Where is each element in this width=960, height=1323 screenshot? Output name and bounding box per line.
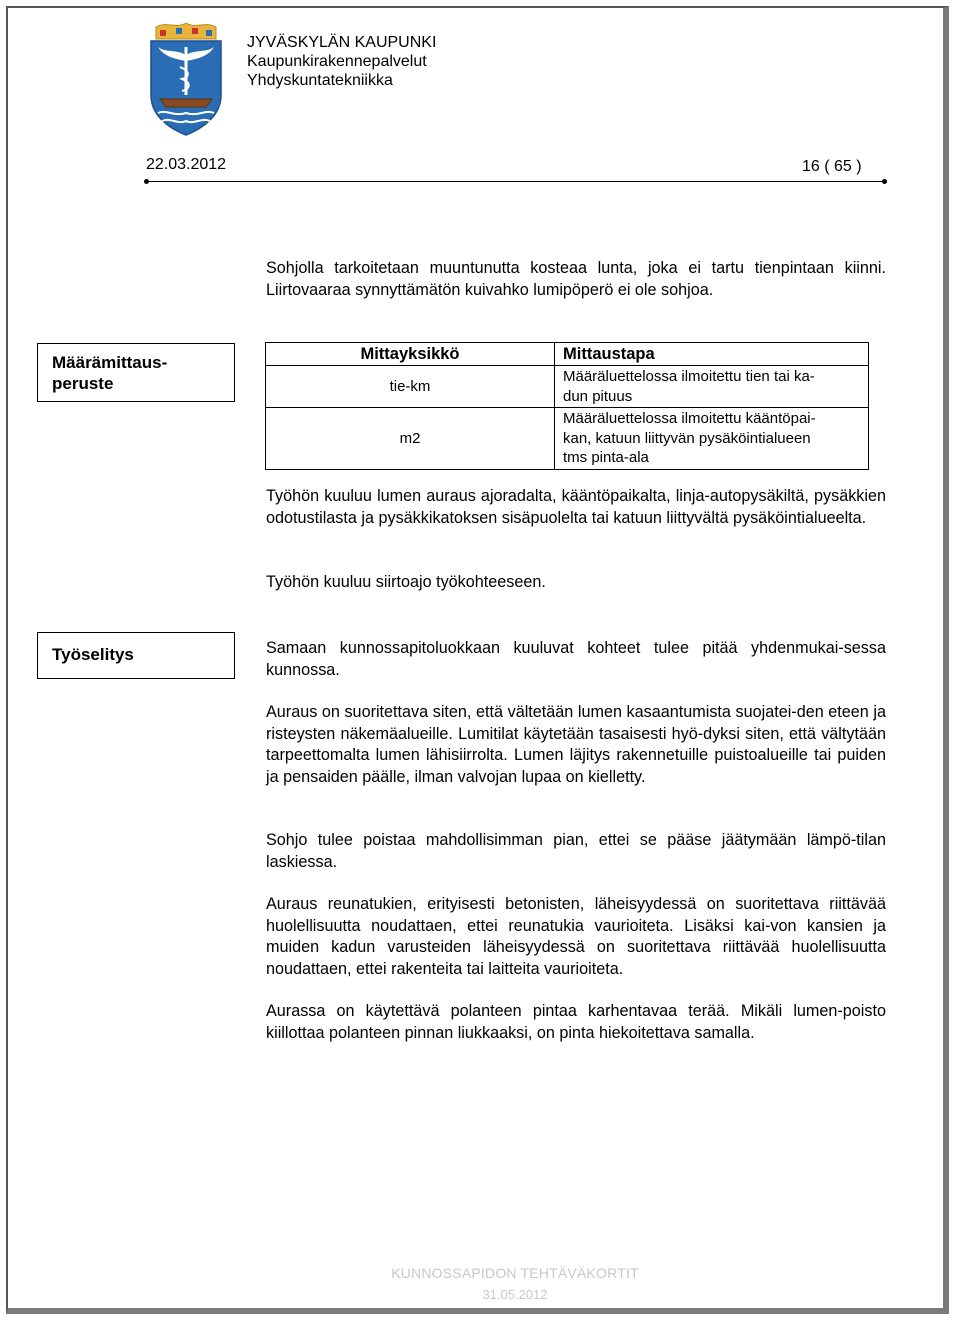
description-paragraph: Auraus on suoritettava siten, että vältetään lumen kasaantumista suojatei-den eteen ja risteysten näkemäalueille. Lumitilat käytetään tasaisesti hyö-dyksi siten, että vältytään tarpeettomalta lumen lähisiirrolta. Lumen läjitys rakennetuille puistoalueille tai puiden ja pensaiden päälle, ilman valvojan lupaa on kielletty. xyxy=(266,703,886,786)
header-date: 22.03.2012 xyxy=(146,156,227,173)
unit-cell: tie-km xyxy=(266,366,555,408)
scope-paragraph: Työhön kuuluu lumen auraus ajoradalta, kääntöpaikalta, linja-autopysäkiltä, pysäkkien odotustilasta ja pysäkkikatoksen sisäpuolelta tai katuun liittyvältä pysäköintialueelta. xyxy=(266,487,886,527)
method-line: tms pinta-ala xyxy=(563,449,649,466)
method-cell xyxy=(555,366,869,408)
table-row xyxy=(266,366,869,408)
work-description-label: Työselitys xyxy=(37,632,235,679)
method-cell xyxy=(555,408,869,470)
method-line: Määräluettelossa ilmoitettu tien tai ka- xyxy=(563,368,815,385)
org-name: JYVÄSKYLÄN KAUPUNKI xyxy=(247,34,437,51)
unit-cell: m2 xyxy=(266,408,555,470)
table-row xyxy=(266,408,869,470)
footer-title: KUNNOSSAPIDON TEHTÄVÄKORTIT xyxy=(391,1265,639,1281)
measurement-table xyxy=(265,342,869,470)
rule-end-left xyxy=(144,179,149,184)
measure-basis-label xyxy=(37,343,235,402)
measure-label-line1: Määrämittaus- xyxy=(52,353,168,372)
method-line: kan, katuun liittyvän pysäköintialueen xyxy=(563,429,811,447)
description-paragraph: Samaan kunnossapitoluokkaan kuuluvat kohteet tulee pitää yhdenmukai-sessa kunnossa. xyxy=(266,639,886,679)
method-line: Määräluettelossa ilmoitettu kääntöpai- xyxy=(563,410,816,427)
description-paragraph: Auraus reunatukien, erityisesti betonisten, läheisyydessä on suoritettava riittävää huolellisuutta noudattaen, ettei reunatukia vaurioiteta. Lisäksi kai-von kansien ja muiden kadun varusteiden läheisyydessä on suoritettava riittävää huolellisuutta noudattaen, ettei rakenteita tai laitteita vaurioiteta. xyxy=(266,895,886,978)
rule-end-right xyxy=(882,179,887,184)
table-header-row xyxy=(266,343,869,366)
measure-label-line2: peruste xyxy=(52,374,114,393)
description-paragraph: Aurassa on käytettävä polanteen pintaa karhentavaa terää. Mikäli lumen-poisto kiillottaa polanteen pinnan liukkaaksi, on pinta hiekoitettava samalla. xyxy=(266,1002,886,1042)
description-paragraph: Sohjo tulee poistaa mahdollisimman pian, ettei se pääse jäätymään lämpö-tilan laskiessa. xyxy=(266,831,886,871)
page-number: 16 ( 65 ) xyxy=(802,158,862,175)
footer-date: 31.05.2012 xyxy=(482,1287,548,1302)
city-coat-of-arms-logo xyxy=(146,17,226,137)
org-division: Kaupunkirakennepalvelut xyxy=(247,53,427,70)
org-unit: Yhdyskuntatekniikka xyxy=(247,72,393,89)
organization-header xyxy=(247,33,436,90)
header-rule xyxy=(146,181,884,182)
scope-paragraph-transfer: Työhön kuuluu siirtoajo työkohteeseen. xyxy=(266,573,546,591)
intro-paragraph: Sohjolla tarkoitetaan muuntunutta kosteaa lunta, joka ei tartu tienpintaan kiinni. Liirtovaaraa synnyttämätön kuivahko lumipöperö ei ole sohjoa. xyxy=(266,259,886,299)
column-header-method: Mittaustapa xyxy=(555,343,869,366)
method-line: dun pituus xyxy=(563,387,633,405)
column-header-unit: Mittayksikkö xyxy=(266,343,555,366)
